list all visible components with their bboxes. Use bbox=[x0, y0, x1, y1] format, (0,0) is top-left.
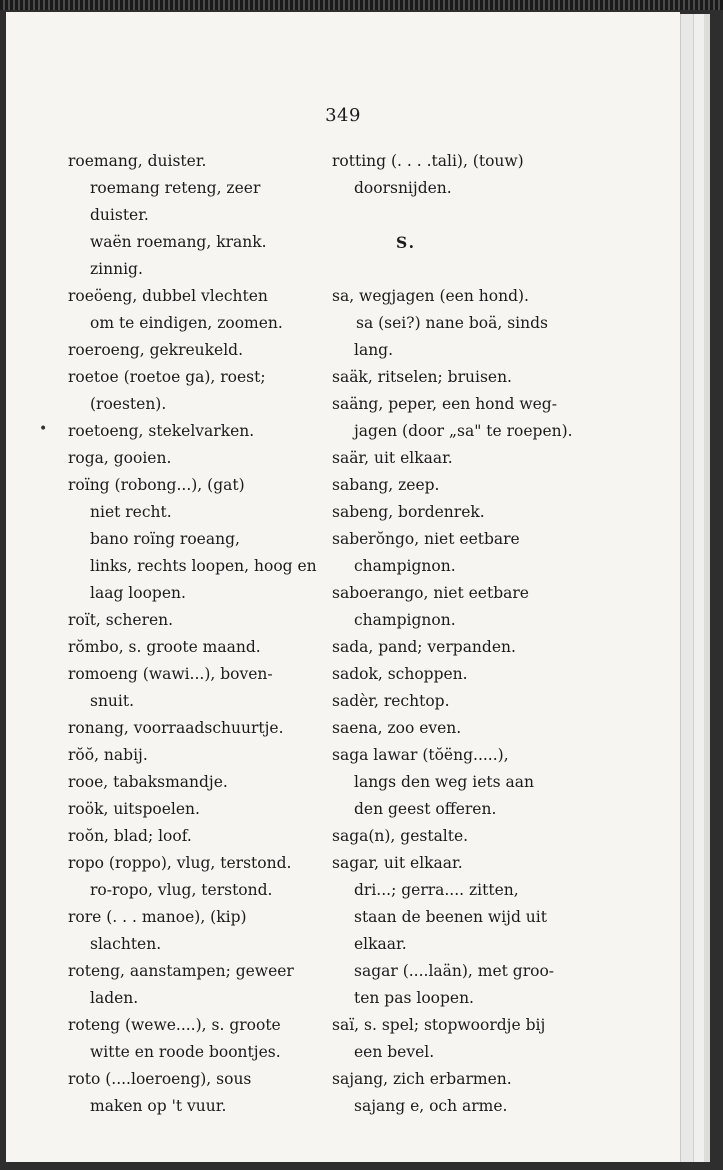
entry-continuation-line: laag loopen. bbox=[90, 584, 186, 602]
entry-continuation-line: slachten. bbox=[90, 935, 162, 953]
dictionary-entry-line: saberŏngo, niet eetbare bbox=[332, 530, 520, 548]
dictionary-entry-line: roteng (wewe....), s. groote bbox=[68, 1016, 281, 1034]
entry-continuation-line: laden. bbox=[90, 989, 139, 1007]
entry-continuation-line: zinnig. bbox=[90, 260, 143, 278]
entry-continuation-line: sajang e, och arme. bbox=[354, 1097, 508, 1115]
dictionary-entry-line: roït, scheren. bbox=[68, 611, 174, 629]
entry-continuation-line: witte en roode boontjes. bbox=[90, 1043, 281, 1061]
dictionary-entry-line: ropo (roppo), vlug, terstond. bbox=[68, 854, 292, 872]
book-page bbox=[6, 12, 680, 1162]
right-column-continuation bbox=[332, 148, 590, 202]
entry-continuation-line: (roesten). bbox=[90, 395, 167, 413]
dictionary-entry-line: roök, uitspoelen. bbox=[68, 800, 200, 818]
page-number: 349 bbox=[325, 105, 361, 126]
entry-continuation-line: een bevel. bbox=[354, 1043, 435, 1061]
dictionary-entry-line: rŏmbo, s. groote maand. bbox=[68, 638, 261, 656]
dictionary-entry-line: saga lawar (tŏëng.....), bbox=[332, 746, 509, 764]
entry-continuation-line: den geest offeren. bbox=[354, 800, 497, 818]
entry-continuation-line: om te eindigen, zoomen. bbox=[90, 314, 283, 332]
dictionary-entry-line: roga, gooien. bbox=[68, 449, 172, 467]
entry-continuation-line: elkaar. bbox=[354, 935, 407, 953]
dictionary-entry-line: roeroeng, gekreukeld. bbox=[68, 341, 244, 359]
dictionary-entry-line: sagar, uit elkaar. bbox=[332, 854, 463, 872]
entry-continuation-line: ten pas loopen. bbox=[354, 989, 474, 1007]
dictionary-entry-line: sabang, zeep. bbox=[332, 476, 440, 494]
dictionary-entry-line: roemang, duister. bbox=[68, 152, 207, 170]
dictionary-entry-line: sadèr, rechtop. bbox=[332, 692, 450, 710]
entry-continuation-line: waën roemang, krank. bbox=[90, 233, 267, 251]
dictionary-entry-line: roto (....loeroeng), sous bbox=[68, 1070, 252, 1088]
dictionary-entry-line: saena, zoo even. bbox=[332, 719, 462, 737]
dictionary-entry-line: roetoeng, stekelvarken. bbox=[68, 422, 255, 440]
dictionary-entry-line: sadok, schoppen. bbox=[332, 665, 468, 683]
entry-continuation-line: duister. bbox=[90, 206, 149, 224]
dictionary-entry-line: sabeng, bordenrek. bbox=[332, 503, 485, 521]
entry-continuation-line: jagen (door „sa" te roepen). bbox=[354, 422, 573, 440]
dictionary-entry-line: roetoe (roetoe ga), roest; bbox=[68, 368, 266, 386]
entry-continuation-line: dri...; gerra.... zitten, bbox=[354, 881, 519, 899]
entry-continuation-line: links, rechts loopen, hoog en bbox=[90, 557, 317, 575]
entry-continuation-line: lang. bbox=[354, 341, 394, 359]
dictionary-entry-line: saäk, ritselen; bruisen. bbox=[332, 368, 512, 386]
page-edge bbox=[704, 14, 710, 1162]
dictionary-entry-line: roïng (robong...), (gat) bbox=[68, 476, 245, 494]
dictionary-entry-line: sada, pand; verpanden. bbox=[332, 638, 516, 656]
dictionary-entry-line: saäng, peper, een hond weg- bbox=[332, 395, 557, 413]
dictionary-entry-line: sa, wegjagen (een hond). bbox=[332, 287, 529, 305]
entry-continuation-line: langs den weg iets aan bbox=[354, 773, 534, 791]
entry-continuation-line: staan de beenen wijd uit bbox=[354, 908, 547, 926]
dictionary-entry-line: ronang, voorraadschuurtje. bbox=[68, 719, 284, 737]
dictionary-entry-line: saär, uit elkaar. bbox=[332, 449, 453, 467]
entry-continuation-line: sa (sei?) nane boä, sinds bbox=[356, 314, 548, 332]
right-column-entries bbox=[332, 283, 590, 1120]
dictionary-entry-line: roŏn, blad; loof. bbox=[68, 827, 192, 845]
left-column bbox=[68, 148, 323, 1120]
entry-continuation-line: doorsnijden. bbox=[354, 179, 452, 197]
dictionary-entry-line: rŏŏ, nabij. bbox=[68, 746, 148, 764]
dictionary-entry-line: rotting (. . . .tali), (touw) bbox=[332, 152, 524, 170]
entry-continuation-line: roemang reteng, zeer bbox=[90, 179, 261, 197]
section-heading: S. bbox=[395, 233, 417, 252]
dictionary-entry-line: romoeng (wawi...), boven- bbox=[68, 665, 273, 683]
page-edge bbox=[680, 14, 693, 1162]
entry-continuation-line: champignon. bbox=[354, 557, 456, 575]
dictionary-entry-line: rore (. . . manoe), (kip) bbox=[68, 908, 247, 926]
dictionary-entry-line: saga(n), gestalte. bbox=[332, 827, 469, 845]
entry-continuation-line: snuit. bbox=[90, 692, 135, 710]
dictionary-entry-line: roteng, aanstampen; geweer bbox=[68, 962, 294, 980]
margin-mark: • bbox=[39, 421, 48, 437]
entry-continuation-line: niet recht. bbox=[90, 503, 172, 521]
entry-continuation-line: maken op 't vuur. bbox=[90, 1097, 227, 1115]
dictionary-entry-line: rooe, tabaksmandje. bbox=[68, 773, 228, 791]
entry-continuation-line: bano roïng roeang, bbox=[90, 530, 240, 548]
right-column bbox=[332, 148, 590, 1120]
entry-continuation-line: champignon. bbox=[354, 611, 456, 629]
dictionary-entry-line: saï, s. spel; stopwoordje bij bbox=[332, 1016, 546, 1034]
page-edge bbox=[693, 14, 704, 1162]
entry-continuation-line: ro-ropo, vlug, terstond. bbox=[90, 881, 273, 899]
dictionary-entry-line: sajang, zich erbarmen. bbox=[332, 1070, 512, 1088]
entry-continuation-line: sagar (....laän), met groo- bbox=[354, 962, 555, 980]
dictionary-entry-line: saboerango, niet eetbare bbox=[332, 584, 529, 602]
dictionary-entry-line: roeöeng, dubbel vlechten bbox=[68, 287, 268, 305]
scan-border bbox=[0, 0, 723, 10]
